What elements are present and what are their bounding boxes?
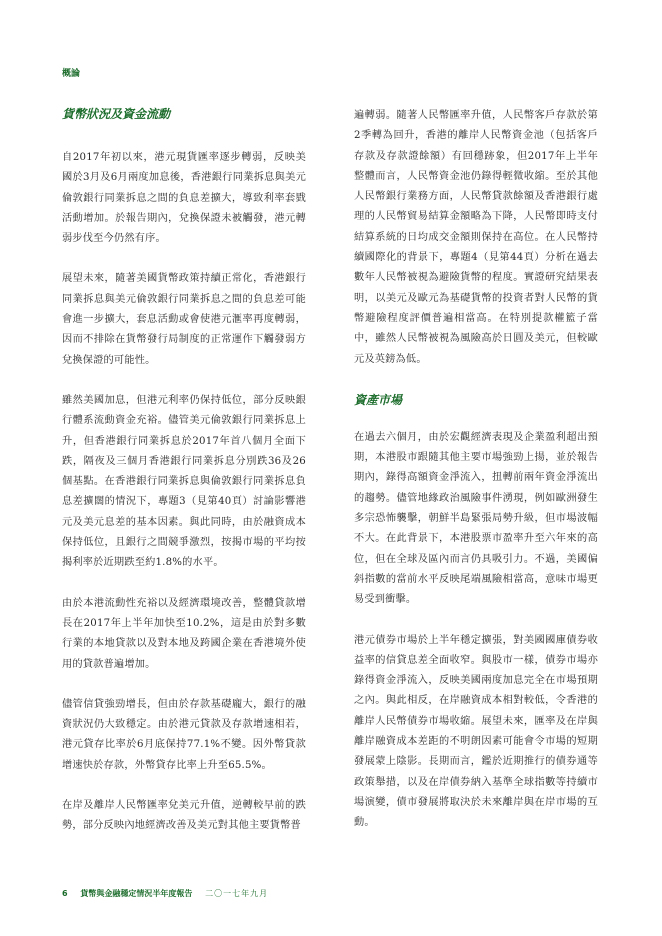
paragraph: 由於本港流動性充裕以及經濟環境改善，整體貸款增長在2017年上半年加快至10.2%，這是由於對多數行業的本地貸款以及對本地及跨國企業在香港境外使用的貸款普遍增加。 bbox=[62, 597, 306, 670]
paragraph: 展望未來，隨著美國貨幣政策持續正常化，香港銀行同業拆息與美元倫敦銀行同業拆息之間的負息差可能會進一步擴大，套息活動或會使港元滙率再度轉弱，因而不排除在貨幣發行局制度的正常運作下觸發弱方兌換保證的可能性。 bbox=[62, 273, 306, 366]
page-number: 6 bbox=[62, 889, 68, 898]
paragraph: 自2017年初以來，港元現貨匯率逐步轉弱，反映美國於3月及6月兩度加息後，香港銀行同業拆息與美元倫敦銀行同業拆息之間的負息差擴大，導致利率套戥活動增加。於報告期內，兌換保證未被觸發，港元轉弱步伐至今仍然有序。 bbox=[62, 152, 306, 245]
report-title: 貨幣與金融穩定情況半年度報告 bbox=[80, 889, 193, 898]
paragraph-continuation: 遍轉弱。隨著人民幣匯率升值，人民幣客戶存款於第2季轉為回升，香港的離岸人民幣資金池（包括客戶存款及存款證餘額）有回穩跡象，但2017年上半年整體而言，人民幣資金池仍錄得輕微收縮。至於其他人民幣銀行業務方面，人民幣貸款餘額及香港銀行處理的人民幣貿易結算金額略為下降，人民幣即時支付結算系統的日均成交金額則保持在高位。在人民幣持續國際化的背景下，專題4（見第44頁）分析在過去數年人民幣被視為避險貨幣的程度。實證研究結果表明，以美元及歐元為基礎貨幣的投資者對人民幣的貨幣避險程度評價普遍相當高。在特別提款權籃子當中，雖然人民幣被視為風險高於日圓及美元，但較歐元及英鎊為低。 bbox=[354, 110, 598, 365]
right-column bbox=[354, 106, 598, 854]
left-column bbox=[62, 106, 306, 857]
page-footer bbox=[62, 888, 268, 899]
heading-monetary-conditions: 貨幣狀況及資金流動 bbox=[62, 107, 171, 121]
paragraph: 雖然美國加息，但港元利率仍保持低位，部分反映銀行體系流動資金充裕。儘管美元倫敦銀行同業拆息上升，但香港銀行同業拆息於2017年首八個月全面下跌，隔夜及三個月香港銀行同業拆息分別跌36及26個基點。在香港銀行同業拆息與倫敦銀行同業拆息負息差擴闊的情況下，專題3（見第40頁）討論影響港元及美元息差的基本因素。與此同時，由於融資成本保持低位，且銀行之間競爭激烈，按揭市場的平均按揭利率於近期跌至約1.8%的水平。 bbox=[62, 394, 306, 569]
paragraph: 在岸及離岸人民幣匯率兌美元升值，逆轉較早前的跌勢，部分反映內地經濟改善及美元對其他主要貨幣普 bbox=[62, 800, 306, 832]
heading-asset-markets: 資產市場 bbox=[354, 392, 403, 407]
paragraph: 港元債券市場於上半年穩定擴張，對美國國庫債券收益率的信貸息差全面收窄。與股市一樣，債券市場亦錄得資金淨流入，反映美國兩度加息完全在市場預期之內。與此相反，在岸融資成本相對較低，令香港的離岸人民幣債券市場收縮。展望未來，匯率及在岸與離岸融資成本差距的不明朗因素可能會令市場的短期發展蒙上陰影。長期而言，鑑於近期推行的債券通等政策舉措，以及在岸債券納入基準全球指數等持續市場演變，債市發展將取決於未來離岸與在岸市場的互動。 bbox=[354, 634, 598, 829]
report-date: 二〇一七年九月 bbox=[205, 889, 269, 898]
paragraph: 在過去六個月，由於宏觀經濟表現及企業盈利超出預期，本港股市跟隨其他主要市場強勁上揚，並於報告期內，錄得高額資金淨流入，扭轉前兩年資金淨流出的趨勢。儘管地緣政治風險事件湧現，例如歐洲發生多宗恐怖襲擊，朝鮮半島緊張局勢升級，但市場波幅不大。在此背景下，本港股票市盈率升至六年來的高位，但在全球及區內而言仍具吸引力。不過，美國偏斜指數的當前水平反映尾端風險相當高，意味市場更易受到衝擊。 bbox=[354, 431, 598, 606]
paragraph: 儘管信貸強勁增長，但由於存款基礎龐大，銀行的融資狀況仍大致穩定。由於港元貸款及存款增速相若，港元貸存比率於6月底保持77.1%不變。因外幣貸款增速快於存款，外幣貸存比率上升至65.5%。 bbox=[62, 698, 306, 771]
section-label: 概論 bbox=[62, 69, 81, 79]
